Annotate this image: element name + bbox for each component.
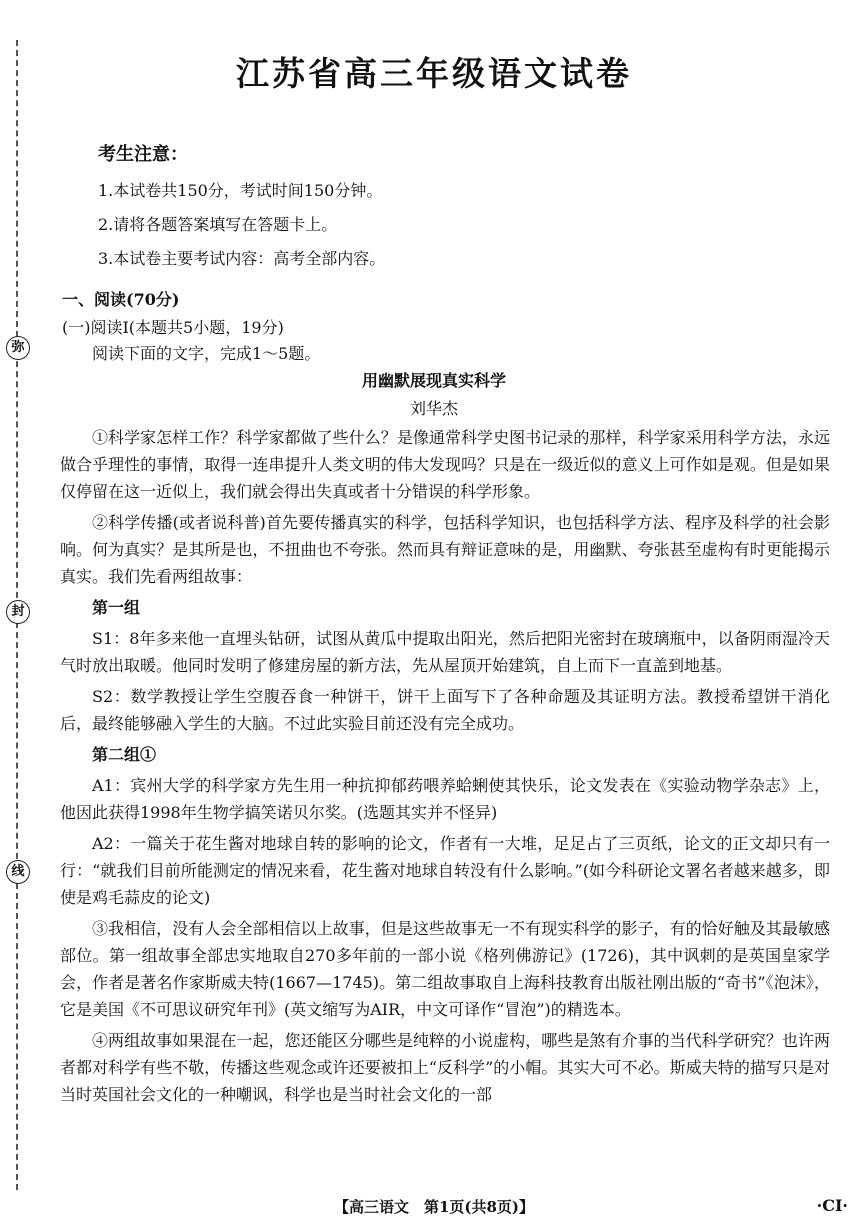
candidate-notice [98, 140, 385, 280]
binding-mark-mi: 弥 [6, 336, 30, 360]
binding-mark-xian: 线 [6, 860, 30, 884]
reading-instruction: 阅读下面的文字，完成1～5题。 [92, 344, 321, 363]
notice-item: 2.请将各题答案填写在答题卡上。 [98, 215, 338, 234]
exam-title: 江苏省高三年级语文试卷 [236, 54, 632, 93]
group-1-heading: 第一组 [92, 598, 141, 617]
paragraph-3: ③我相信，没有人会全部相信以上故事，但是这些故事无一不有现实科学的影子，有的恰好触及其最敏感部位。第一组故事全部忠实地取自270多年前的一部小说《格列佛游记》(1726)，其中讽刺的是英国皇家学会，作者是著名作家斯威夫特(1667—1745)。第二组故事取自上海科技教育出版社刚出版的“奇书”《泡沫》，它是美国《不可思议研究年刊》(英文缩写为AIR，中文可译作“冒泡”)的精选本。 [60, 919, 830, 1019]
binding-mark-feng: 封 [6, 600, 30, 624]
subsection-heading: (一)阅读Ⅰ(本题共5小题，19分) [62, 318, 284, 337]
article-title: 用幽默展现真实科学 [361, 371, 506, 390]
paragraph-4: ④两组故事如果混在一起，您还能区分哪些是纯粹的小说虚构，哪些是煞有介事的当代科学研究？也许两者都对科学有些不敬，传播这些观念或许还要被扣上“反科学”的小帽。其实大可不必。斯威夫特的描写只是对当时英国社会文化的一种嘲讽，科学也是当时社会文化的一部 [60, 1031, 830, 1104]
page-footer: 【高三语文 第1页(共8页)】 [333, 1198, 535, 1216]
notice-item: 1.本试卷共150分，考试时间150分钟。 [98, 181, 383, 200]
notice-item: 3.本试卷主要考试内容：高考全部内容。 [98, 249, 386, 268]
story-s1: S1：8年多来他一直埋头钻研，试图从黄瓜中提取出阳光，然后把阳光密封在玻璃瓶中，以备阴雨湿冷天气时放出取暖。他同时发明了修建房屋的新方法，先从屋顶开始建筑，自上而下一直盖到地基。 [60, 629, 830, 675]
paper-code: ·CI· [816, 1196, 848, 1215]
story-a1: A1：宾州大学的科学家方先生用一种抗抑郁药喂养蛤蜊使其快乐，论文发表在《实验动物学杂志》上，他因此获得1998年生物学搞笑诺贝尔奖。(选题其实并不怪异) [60, 776, 830, 822]
group-2-heading: 第二组① [92, 745, 157, 764]
article-author: 刘华杰 [409, 399, 458, 418]
notice-heading: 考生注意： [98, 144, 188, 165]
story-s2: S2：数学教授让学生空腹吞食一种饼干，饼干上面写下了各种命题及其证明方法。教授希望饼干消化后，最终能够融入学生的大脑。不过此实验目前还没有完全成功。 [60, 687, 830, 733]
paragraph-2: ②科学传播(或者说科普)首先要传播真实的科学，包括科学知识，也包括科学方法、程序及科学的社会影响。何为真实？是其所是也，不扭曲也不夸张。然而具有辩证意味的是，用幽默、夸张甚至虚构有时更能揭示真实。我们先看两组故事： [60, 513, 830, 586]
section-heading: 一、阅读(70分) [62, 290, 180, 309]
article-body [60, 424, 830, 1112]
paragraph-1: ①科学家怎样工作？科学家都做了些什么？是像通常科学史图书记录的那样，科学家采用科学方法，永远做合乎理性的事情，取得一连串提升人类文明的伟大发现吗？只是在一级近似的意义上可作如是观。但是如果仅停留在这一近似上，我们就会得出失真或者十分错误的科学形象。 [60, 428, 830, 501]
story-a2: A2：一篇关于花生酱对地球自转的影响的论文，作者有一大堆，足足占了三页纸，论文的正文却只有一行：“就我们目前所能测定的情况来看，花生酱对地球自转没有什么影响。”(如今科研论文署名者越来越多，即使是鸡毛蒜皮的论文) [60, 834, 830, 907]
